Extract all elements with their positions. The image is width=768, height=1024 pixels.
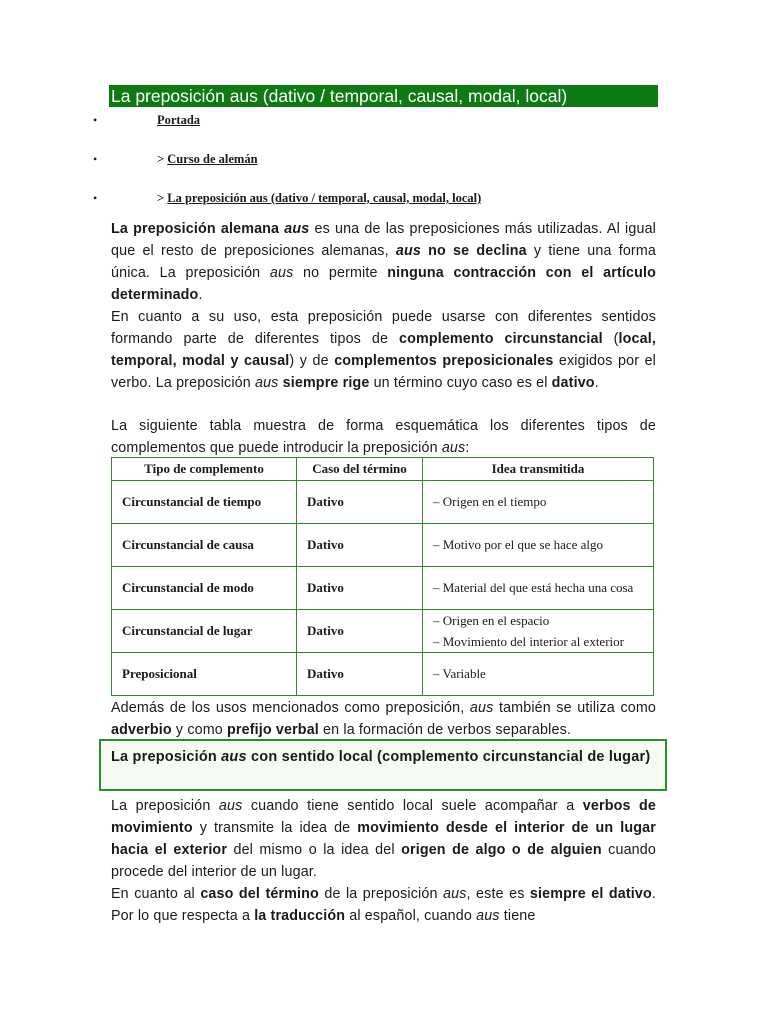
- table-intro-paragraph: La siguiente tabla muestra de forma esquemática los diferentes tipos de complementos que puede introducir la preposición aus:: [111, 418, 656, 456]
- cell-idea: – Origen en el espacio – Movimiento del interior al exterior: [423, 610, 654, 653]
- table-row: [112, 653, 654, 696]
- intro-paragraph: La preposición alemana aus es una de las preposiciones más utilizadas. Al igual que el resto de preposiciones alemanas, aus no se declina y tiene una forma única. La preposición aus no permite ninguna contracción con el artículo determinado.: [111, 221, 657, 303]
- cell-tipo: Circunstancial de causa: [112, 524, 297, 567]
- complement-table: [111, 457, 654, 696]
- cell-tipo: Circunstancial de tiempo: [112, 481, 297, 524]
- breadcrumb-item-curso: • > Curso de alemán: [0, 149, 768, 169]
- local-usage-paragraph: La preposición aus cuando tiene sentido local suele acompañar a verbos de movimiento y transmite la idea de movimiento desde el interior de un lugar hacia el exterior del mismo o la idea del origen de algo o de alguien cuando procede del interior de un lugar.: [111, 798, 657, 880]
- cell-idea: – Origen en el tiempo: [423, 481, 654, 524]
- column-header-caso: Caso del término: [297, 458, 423, 481]
- cell-caso: Dativo: [297, 653, 423, 696]
- cell-tipo: Circunstancial de modo: [112, 567, 297, 610]
- column-header-tipo: Tipo de complemento: [112, 458, 297, 481]
- cell-tipo: Circunstancial de lugar: [112, 610, 297, 653]
- bullet-icon: •: [93, 191, 98, 205]
- cell-caso: Dativo: [297, 567, 423, 610]
- cell-idea: – Material del que está hecha una cosa: [423, 567, 654, 610]
- case-paragraph: En cuanto al caso del término de la preposición aus, este es siempre el dativo. Por lo que respecta a la traducción al español, cuando aus tiene: [111, 886, 656, 924]
- cell-idea: – Variable: [423, 653, 654, 696]
- cell-idea: – Motivo por el que se hace algo: [423, 524, 654, 567]
- breadcrumb-link-portada[interactable]: Portada: [157, 113, 201, 127]
- cell-caso: Dativo: [297, 610, 423, 653]
- section-heading-local: La preposición aus con sentido local (complemento circunstancial de lugar): [99, 739, 667, 791]
- breadcrumb-item-portada: [0, 110, 768, 130]
- usage-paragraph: En cuanto a su uso, esta preposición puede usarse con diferentes sentidos formando parte de diferentes tipos de complemento circunstancial (local, temporal, modal y causal) y de complementos preposicionales exigidos por el verbo. La preposición aus siempre rige un término cuyo caso es el dativo.: [111, 309, 657, 391]
- table-row: [112, 524, 654, 567]
- cell-tipo: Preposicional: [112, 653, 297, 696]
- table-row: [112, 610, 654, 653]
- table-row: [112, 567, 654, 610]
- breadcrumb-link-current[interactable]: La preposición aus (dativo / temporal, causal, modal, local): [167, 191, 482, 205]
- column-header-idea: Idea transmitida: [423, 458, 654, 481]
- table-row: [112, 481, 654, 524]
- bullet-icon: •: [93, 152, 98, 166]
- cell-caso: Dativo: [297, 481, 423, 524]
- other-uses-paragraph: Además de los usos mencionados como preposición, aus también se utiliza como adverbio y como prefijo verbal en la formación de verbos separables.: [111, 700, 656, 738]
- cell-caso: Dativo: [297, 524, 423, 567]
- breadcrumb-link-curso[interactable]: Curso de alemán: [167, 152, 258, 166]
- table-header-row: [112, 458, 654, 481]
- bullet-icon: •: [93, 113, 98, 127]
- breadcrumb-item-current: • > La preposición aus (dativo / temporal, causal, modal, local): [0, 188, 768, 208]
- page-title: La preposición aus (dativo / temporal, causal, modal, local): [109, 85, 658, 107]
